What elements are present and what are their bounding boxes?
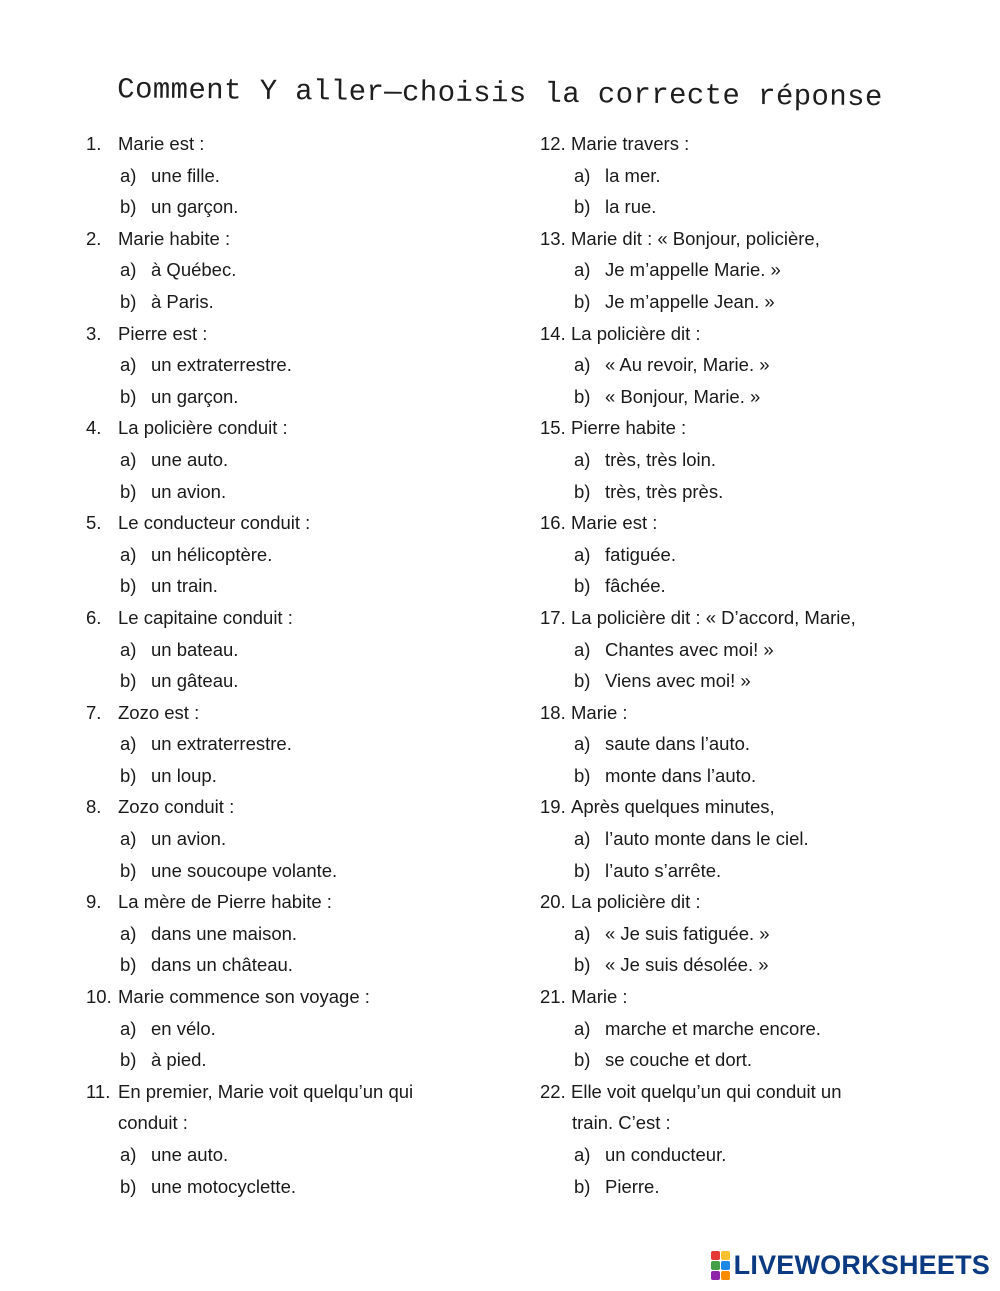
logo-square (721, 1261, 730, 1270)
option-letter: b) (120, 859, 137, 881)
answer-option[interactable] (540, 855, 970, 887)
question-number: 3. (86, 322, 102, 344)
question-stem-line (86, 602, 516, 634)
question-number: 20. (540, 891, 566, 913)
option-letter: b) (574, 575, 591, 597)
question-text: Marie travers : (571, 133, 690, 154)
question-text: En premier, Marie voit quelqu’un qui (118, 1080, 414, 1102)
option-letter: b) (574, 954, 591, 976)
question-item (540, 697, 970, 792)
question-text: Elle voit quelqu’un qui conduit un (571, 1080, 842, 1102)
question-stem-line (540, 223, 970, 255)
question-number: 7. (86, 701, 102, 723)
option-text: très, très loin. (605, 448, 717, 470)
question-item (540, 791, 970, 886)
option-letter: a) (120, 164, 137, 186)
answer-option[interactable] (540, 918, 970, 950)
option-text: « Je suis désolée. » (605, 954, 769, 976)
option-text: à Québec. (151, 259, 237, 281)
option-letter: b) (120, 670, 137, 692)
answer-option[interactable] (86, 539, 516, 571)
question-item (540, 128, 970, 223)
question-text: Après quelques minutes, (571, 796, 775, 818)
question-number: 17. (540, 606, 566, 628)
option-text: un garçon. (151, 385, 239, 407)
question-item (86, 128, 516, 223)
logo-square (721, 1271, 730, 1280)
option-letter: a) (120, 733, 137, 755)
answer-option[interactable] (86, 760, 516, 792)
option-letter: a) (574, 259, 591, 281)
option-letter: a) (120, 354, 137, 376)
option-text: à Paris. (151, 290, 214, 312)
option-letter: a) (120, 638, 137, 660)
option-text: très, très près. (605, 480, 724, 502)
option-letter: a) (120, 1017, 137, 1039)
option-text: à pied. (151, 1049, 207, 1071)
question-item (86, 981, 516, 1076)
question-stem-continuation (86, 1107, 516, 1139)
question-item (540, 1076, 970, 1202)
answer-option[interactable] (86, 634, 516, 666)
option-text: Je m’appelle Jean. » (605, 290, 775, 312)
option-letter: a) (574, 1017, 591, 1039)
option-letter: b) (120, 385, 137, 407)
option-text: une auto. (151, 448, 229, 470)
answer-option[interactable] (86, 349, 516, 381)
question-number: 19. (540, 796, 566, 818)
answer-option[interactable] (86, 444, 516, 476)
option-text: dans une maison. (151, 922, 298, 944)
question-item (540, 318, 970, 413)
option-text: la mer. (605, 164, 661, 186)
option-letter: a) (574, 638, 591, 660)
logo-icon (711, 1251, 730, 1280)
answer-option[interactable] (86, 1013, 516, 1045)
question-stem-line (540, 886, 970, 918)
question-text: Le conducteur conduit : (118, 512, 311, 534)
answer-option[interactable] (86, 381, 516, 413)
option-letter: b) (120, 575, 137, 597)
answer-option[interactable] (86, 1171, 516, 1203)
option-text: un garçon. (151, 196, 239, 218)
question-stem-line (540, 318, 970, 350)
question-stem-line (86, 412, 516, 444)
question-item (540, 412, 970, 507)
option-text: un hélicoptère. (151, 543, 273, 565)
option-text: Chantes avec moi! » (605, 638, 774, 660)
question-text: Marie dit : « Bonjour, policière, (571, 227, 820, 249)
option-letter: a) (120, 1144, 137, 1165)
question-item (86, 318, 516, 413)
question-stem-line (86, 697, 516, 729)
answer-option[interactable] (540, 665, 970, 697)
question-item (540, 886, 970, 981)
option-text: un avion. (151, 828, 227, 850)
question-number: 9. (86, 891, 102, 913)
question-stem-line (86, 128, 516, 160)
option-text: l’auto monte dans le ciel. (605, 828, 809, 850)
option-letter: a) (574, 828, 591, 850)
logo-square (711, 1271, 720, 1280)
question-number: 1. (86, 133, 102, 154)
question-stem-line (540, 697, 970, 729)
question-text: La policière dit : (571, 322, 701, 344)
answer-option[interactable] (540, 476, 970, 508)
question-text: Zozo conduit : (118, 796, 235, 818)
option-text: « Bonjour, Marie. » (605, 385, 761, 407)
question-item (86, 223, 516, 318)
answer-option[interactable] (540, 823, 970, 855)
answer-option[interactable] (540, 1139, 970, 1171)
question-item (540, 602, 970, 697)
option-letter: a) (574, 922, 591, 944)
question-stem-line (86, 981, 516, 1013)
answer-option[interactable] (86, 286, 516, 318)
question-text: Marie : (571, 986, 628, 1008)
option-text: un gâteau. (151, 670, 239, 692)
option-letter: b) (574, 1049, 591, 1071)
option-letter: a) (120, 259, 137, 281)
question-stem-line (540, 128, 970, 160)
answer-option[interactable] (86, 918, 516, 950)
option-text: Je m’appelle Marie. » (605, 259, 781, 281)
logo-text: LIVEWORKSHEETS (733, 1250, 990, 1280)
option-letter: a) (574, 164, 591, 186)
question-text: La mère de Pierre habite : (118, 891, 332, 913)
question-stem-line (86, 886, 516, 918)
answer-option[interactable] (86, 254, 516, 286)
question-number: 12. (540, 133, 566, 154)
option-letter: a) (120, 448, 137, 470)
option-text: l’auto s’arrête. (605, 859, 722, 881)
question-number: 13. (540, 227, 566, 249)
option-text: un loup. (151, 764, 217, 786)
answer-option[interactable] (86, 855, 516, 887)
answer-option[interactable] (86, 570, 516, 602)
option-letter: b) (574, 385, 591, 407)
option-letter: b) (120, 196, 137, 218)
option-letter: a) (574, 354, 591, 376)
question-item (540, 223, 970, 318)
question-number: 6. (86, 606, 102, 628)
question-stem-line (86, 791, 516, 823)
option-letter: b) (574, 670, 591, 692)
questions-column-left (86, 128, 516, 1202)
option-text: une soucoupe volante. (151, 859, 338, 881)
question-number: 21. (540, 986, 566, 1008)
option-letter: b) (120, 1175, 137, 1197)
option-letter: a) (574, 448, 591, 470)
option-text: un train. (151, 575, 218, 597)
question-number: 22. (540, 1080, 566, 1102)
logo-square (711, 1261, 720, 1270)
option-text: marche et marche encore. (605, 1017, 821, 1039)
option-letter: a) (120, 543, 137, 565)
answer-option[interactable] (540, 1013, 970, 1045)
option-text: saute dans l’auto. (605, 733, 751, 755)
option-letter: b) (120, 954, 137, 976)
question-stem-line (540, 602, 970, 634)
logo-square (721, 1251, 730, 1260)
logo-square (711, 1251, 720, 1260)
question-number: 18. (540, 701, 566, 723)
option-text: une fille. (151, 164, 220, 186)
answer-option[interactable] (86, 160, 516, 192)
answer-option[interactable] (86, 823, 516, 855)
question-item (86, 697, 516, 792)
question-stem-continuation (540, 1107, 970, 1139)
answer-option[interactable] (86, 665, 516, 697)
answer-option[interactable] (86, 949, 516, 981)
option-letter: b) (574, 290, 591, 312)
answer-option[interactable] (540, 444, 970, 476)
question-item (86, 886, 516, 981)
questions-column-right (540, 128, 970, 1202)
question-stem-line (540, 507, 970, 539)
question-stem-line (86, 507, 516, 539)
option-letter: a) (120, 828, 137, 850)
question-item (540, 507, 970, 602)
answer-option[interactable] (540, 760, 970, 792)
option-text: se couche et dort. (605, 1049, 753, 1071)
question-item (540, 981, 970, 1076)
option-letter: a) (574, 1144, 591, 1165)
option-text: un bateau. (151, 638, 239, 660)
option-letter: b) (574, 1175, 591, 1197)
option-letter: a) (120, 922, 137, 944)
option-text: Pierre. (605, 1175, 660, 1197)
question-stem-line (540, 981, 970, 1013)
answer-option[interactable] (540, 349, 970, 381)
question-stem-line (540, 791, 970, 823)
question-text: train. C’est : (572, 1112, 671, 1134)
question-number: 4. (86, 417, 102, 439)
liveworksheets-logo (711, 1250, 990, 1281)
question-text: La policière dit : (571, 891, 701, 913)
option-letter: a) (574, 543, 591, 565)
option-text: un extraterrestre. (151, 354, 292, 376)
answer-option[interactable] (540, 254, 970, 286)
option-text: Viens avec moi! » (605, 670, 751, 692)
option-text: un extraterrestre. (151, 733, 292, 755)
option-letter: b) (574, 196, 591, 218)
question-item (86, 412, 516, 507)
question-text: Pierre habite : (571, 417, 687, 439)
option-text: « Au revoir, Marie. » (605, 354, 770, 376)
option-letter: b) (574, 764, 591, 786)
question-stem-line (86, 223, 516, 255)
question-item (86, 1076, 516, 1202)
option-text: un conducteur. (605, 1144, 727, 1165)
option-text: « Je suis fatiguée. » (605, 922, 770, 944)
question-item (86, 791, 516, 886)
answer-option[interactable] (86, 476, 516, 508)
question-number: 5. (86, 512, 102, 534)
question-text: La policière conduit : (118, 417, 288, 439)
question-text: Marie est : (118, 133, 205, 154)
answer-option[interactable] (86, 1044, 516, 1076)
question-text: Marie est : (571, 512, 658, 534)
answer-option[interactable] (540, 160, 970, 192)
option-letter: b) (120, 480, 137, 502)
question-text: La policière dit : « D’accord, Marie, (571, 606, 856, 628)
answer-option[interactable] (86, 1139, 516, 1171)
answer-option[interactable] (540, 634, 970, 666)
option-text: la rue. (605, 196, 657, 218)
option-text: dans un château. (151, 954, 293, 976)
option-letter: b) (574, 480, 591, 502)
option-letter: b) (120, 290, 137, 312)
option-text: une motocyclette. (151, 1175, 296, 1197)
question-text: conduit : (118, 1112, 188, 1134)
question-stem-line (540, 412, 970, 444)
option-letter: a) (574, 733, 591, 755)
option-text: un avion. (151, 480, 227, 502)
answer-option[interactable] (540, 570, 970, 602)
question-text: Marie habite : (118, 227, 231, 249)
question-number: 16. (540, 512, 566, 534)
question-number: 10. (86, 986, 112, 1008)
answer-option[interactable] (540, 539, 970, 571)
question-text: Le capitaine conduit : (118, 606, 293, 628)
question-number: 8. (86, 796, 102, 818)
answer-option[interactable] (540, 1044, 970, 1076)
answer-option[interactable] (540, 381, 970, 413)
option-text: fatiguée. (605, 543, 676, 565)
question-text: Zozo est : (118, 701, 200, 723)
answer-option[interactable] (540, 949, 970, 981)
answer-option[interactable] (540, 191, 970, 223)
answer-option[interactable] (86, 728, 516, 760)
question-text: Marie : (571, 701, 628, 723)
question-number: 2. (86, 227, 102, 249)
answer-option[interactable] (86, 191, 516, 223)
option-text: fâchée. (605, 575, 666, 597)
answer-option[interactable] (540, 728, 970, 760)
question-stem-line (86, 318, 516, 350)
answer-option[interactable] (540, 1171, 970, 1203)
question-item (86, 602, 516, 697)
question-number: 15. (540, 417, 566, 439)
option-text: une auto. (151, 1144, 229, 1165)
question-text: Pierre est : (118, 322, 208, 344)
question-number: 14. (540, 322, 566, 344)
option-text: monte dans l’auto. (605, 764, 757, 786)
question-stem-line (86, 1076, 516, 1108)
option-letter: b) (574, 859, 591, 881)
option-text: en vélo. (151, 1017, 216, 1039)
question-item (86, 507, 516, 602)
question-stem-line (540, 1076, 970, 1108)
question-number: 11. (86, 1080, 111, 1102)
option-letter: b) (120, 1049, 137, 1071)
worksheet-title: Comment Y aller—choisis la correcte réponse (117, 73, 883, 115)
answer-option[interactable] (540, 286, 970, 318)
option-letter: b) (120, 764, 137, 786)
question-text: Marie commence son voyage : (118, 986, 370, 1008)
